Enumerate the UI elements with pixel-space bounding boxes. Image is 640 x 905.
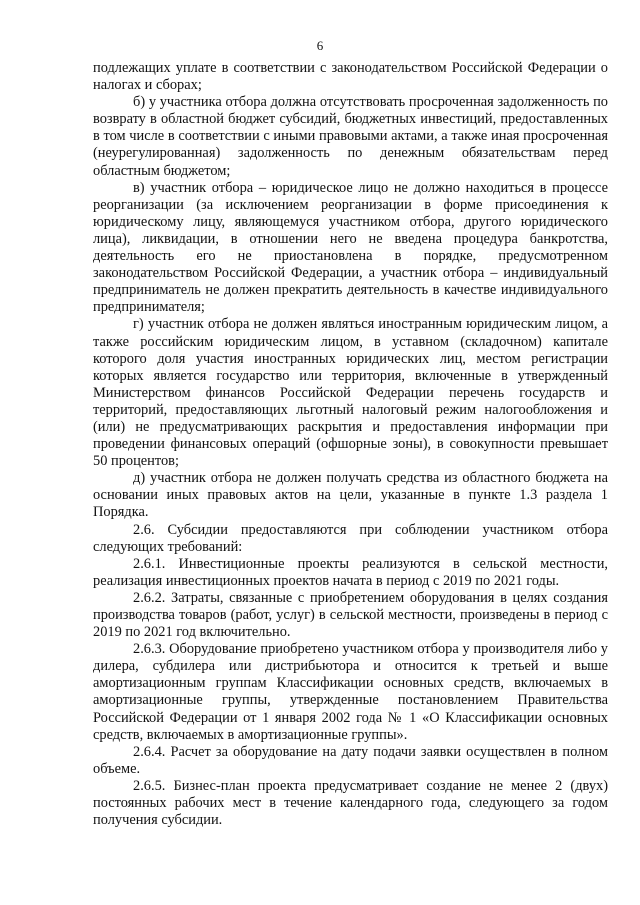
paragraph-2-6-3: 2.6.3. Оборудование приобретено участником отбора у производителя либо у дилера, субдилера или дистрибьютора и относится к третьей и выше амортизационным группам Классификации основных средств, включаемых в амортизационные группы, утвержденные постановлением Правительства Российской Федерации от 1 января 2002 года № 1 «О Классификации основных средств, включаемых в амортизационные группы». [93,641,608,743]
page-number: 6 [316,38,324,53]
paragraph-2-6-4: 2.6.4. Расчет за оборудование на дату подачи заявки осуществлен в полном объеме. [93,743,608,777]
paragraph-item-v: в) участник отбора – юридическое лицо не должно находиться в процессе реорганизации (за исключением реорганизации в форме присоединения к юридическому лицу, являющемуся участником отбора, другого юридического лица), ликвидации, в отношении него не введена процедура банкротства, деятельность его не приостановлена в порядке, предусмотренном законодательством Российской Федерации, а участник отбора – индивидуальный предприниматель не должен прекратить деятельность в качестве индивидуального предпринимателя; [93,179,608,316]
paragraph-2-6-1: 2.6.1. Инвестиционные проекты реализуются в сельской местности, реализация инвестиционных проектов начата в период с 2019 по 2021 годы. [93,555,608,589]
document-body [93,60,608,829]
paragraph-item-d: д) участник отбора не должен получать средства из областного бюджета на основании иных правовых актов на цели, указанные в пункте 1.3 раздела 1 Порядка. [93,470,608,521]
paragraph-item-g: г) участник отбора не должен являться иностранным юридическим лицом, а также российским юридическим лицом, в уставном (складочном) капитале которого доля участия иностранных юридических лиц, местом регистрации которых является государство или территория, включенные в утвержденный Министерством финансов Российской Федерации перечень государств и территорий, предоставляющих льготный налоговый режим налогообложения и (или) не предусматривающих раскрытия и предоставления информации при проведении финансовых операций (офшорные зоны), в совокупности превышает 50 процентов; [93,316,608,470]
paragraph-item-b: б) у участника отбора должна отсутствовать просроченная задолженность по возврату в областной бюджет субсидий, бюджетных инвестиций, предоставленных в том числе в соответствии с иными правовыми актами, а также иная просроченная (неурегулированная) задолженность по денежным обязательствам перед областным бюджетом; [93,94,608,179]
paragraph-2-6-5: 2.6.5. Бизнес-план проекта предусматривает создание не менее 2 (двух) постоянных рабочих мест в течение календарного года, следующего за годом получения субсидии. [93,777,608,829]
paragraph-2-6: 2.6. Субсидии предоставляются при соблюдении участником отбора следующих требований: [93,521,608,555]
paragraph-2-6-2: 2.6.2. Затраты, связанные с приобретением оборудования в целях создания производства товаров (работ, услуг) в сельской местности, произведены в период с 2019 по 2021 год включительно. [93,589,608,641]
paragraph-continuation: подлежащих уплате в соответствии с законодательством Российской Федерации о налогах и сборах; [93,60,608,94]
